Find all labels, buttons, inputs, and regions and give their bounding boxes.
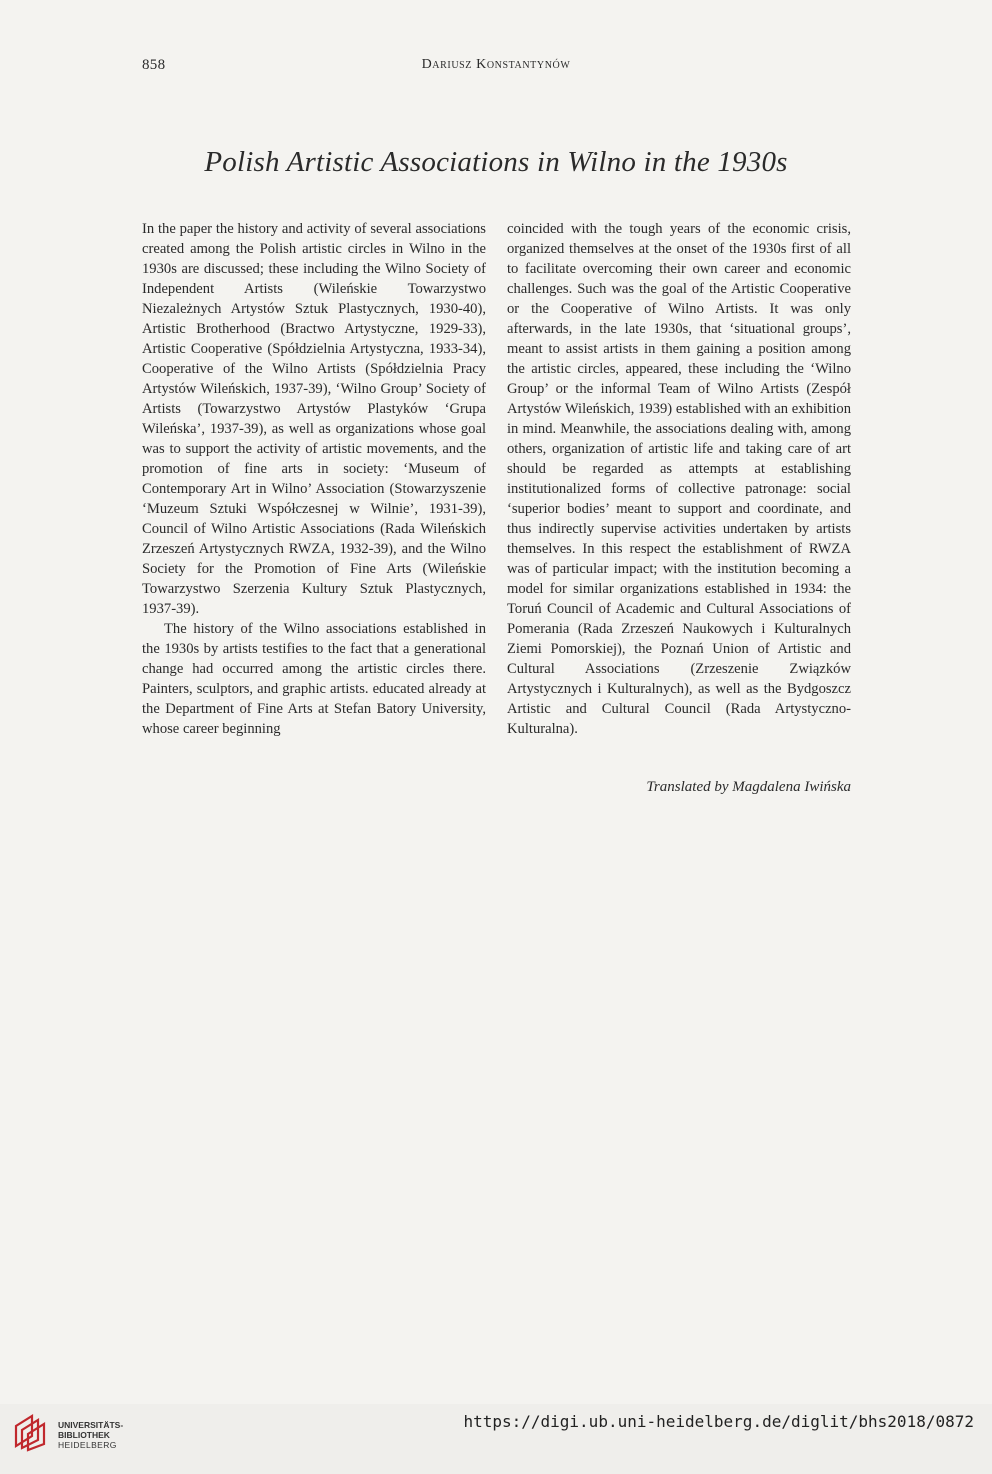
library-name-line3: HEIDELBERG (58, 1440, 117, 1450)
library-logo-icon (10, 1412, 50, 1452)
source-url-link[interactable]: https://digi.ub.uni-heidelberg.de/diglit/bhs2018/0872 (463, 1412, 974, 1431)
text-column-right (507, 219, 851, 739)
text-column-left (142, 219, 486, 739)
running-head: Dariusz Konstantynów (421, 57, 571, 72)
translator-credit: Translated by Magdalena Iwińska (646, 779, 851, 795)
library-name-line2: BIBLIOTHEK (58, 1430, 110, 1440)
library-name-line1: UNIVERSITÄTS- (58, 1420, 124, 1430)
library-name (58, 1420, 123, 1450)
paragraph-2: The history of the Wilno associations established in the 1930s by artists testifies to the fact that a generational change had occurred among the artistic circles there. Painters, sculptors, and graphic artists. educated already at the Department of Fine Arts at Stefan Batory University, whose career beginning (142, 621, 486, 737)
page-number: 858 (142, 57, 166, 73)
paragraph-3: coincided with the tough years of the economic crisis, organized themselves at the onset of the 1930s first of all to facilitate overcoming their own career and economic challenges. Such was the goal of the Artistic Cooperative or the Cooperative of Wilno Artists. It was only afterwards, in the late 1930s, that ‘situational groups’, meant to assist artists in them gaining a position among the artistic circles, appeared, these including the ‘Wilno Group’ or the informal Team of Wilno Artists (Zespół Artystów Wileńskich, 1939) established with an exhibition in mind. Meanwhile, the associations dealing with, among others, organization of artistic life and taking care of art should be regarded as attempts at establishing institutionalized forms of collective patronage: social ‘superior bodies’ meant to support and coordinate, and thus indirectly supervise activities undertaken by artists themselves. In this respect the establishment of RWZA was of particular impact; with the institution becoming a model for similar organizations established in 1934: the Toruń Council of Academic and Cultural Associations of Pomerania (Rada Zrzeszeń Naukowych i Kulturalnych Ziemi Pomorskiej), the Poznań Union of Artistic and Cultural Associations (Zrzeszenie Związków Artystycznych i Kulturalnych), as well as the Bydgoszcz Artistic and Cultural Council (Rada Artystyczno-Kulturalna). (507, 221, 851, 737)
article-title: Polish Artistic Associations in Wilno in the 1930s (204, 146, 788, 178)
paragraph-1: In the paper the history and activity of several associations created among the Polish artistic circles in Wilno in the 1930s are discussed; these including the Wilno Society of Independent Artists (Wileńskie Towarzystwo Niezależnych Artystów Sztuk Plastycznych, 1930-40), Artistic Brotherhood (Bractwo Artystyczne, 1929-33), Artistic Cooperative (Spółdzielnia Artystyczna, 1933-34), Cooperative of the Wilno Artists (Spółdzielnia Pracy Artystów Wileńskich, 1937-39), ‘Wilno Group’ Society of Artists (Towarzystwo Artystów Plastyków ‘Grupa Wileńska’, 1937-39), as well as organizations whose goal was to support the activity of artistic movements, and the promotion of fine arts in society: ‘Museum of Contemporary Art in Wilno’ Association (Stowarzyszenie ‘Muzeum Sztuki Współczesnej w Wilnie’, 1931-39), Council of Wilno Artistic Associations (Rada Wileńskich Zrzeszeń Artystycznych RWZA, 1932-39), and the Wilno Society for the Promotion of Fine Arts (Wileńskie Towarzystwo Szerzenia Kultury Sztuk Plastycznych, 1937-39). (142, 221, 486, 617)
